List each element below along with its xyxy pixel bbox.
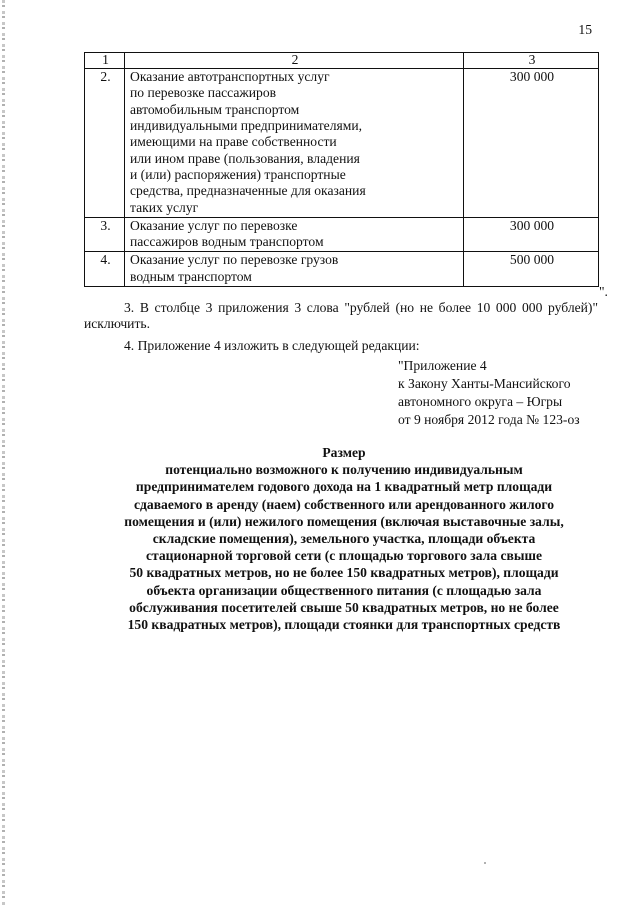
table-header-row [85, 53, 599, 69]
page-number: 15 [578, 22, 592, 37]
row-amount: 500 000 [464, 252, 599, 287]
row-number: 4. [85, 252, 125, 287]
table-header-cell: 2 [125, 53, 464, 69]
scan-edge-artifact [2, 0, 5, 905]
table-header-cell: 3 [464, 53, 599, 69]
row-description: Оказание автотранспортных услуг по перевозке пассажиров автомобильным транспортом индивидуальными предпринимателями, имеющими на праве собственности или ином праве (пользования, владения и (или) распоряжения) транспортные средства, предназначенные для оказания таких услуг [125, 69, 464, 218]
title-heading: Размер [322, 445, 366, 460]
tariff-table [84, 52, 599, 287]
table-closing-quote: ". [599, 284, 608, 299]
paragraph-4: 4. Приложение 4 изложить в следующей редакции: [124, 338, 420, 353]
appendix-reference: "Приложение 4 к Закону Ханты-Мансийского автономного округа – Югры от 9 ноября 2012 года № 123-оз [398, 358, 580, 427]
row-number: 2. [85, 69, 125, 218]
row-amount: 300 000 [464, 217, 599, 252]
table-row [85, 252, 599, 287]
row-amount: 300 000 [464, 69, 599, 218]
row-description: Оказание услуг по перевозке грузов водным транспортом [125, 252, 464, 287]
table-row [85, 217, 599, 252]
table-row [85, 69, 599, 218]
scan-speck [484, 862, 486, 864]
paragraph-3: 3. В столбце 3 приложения 3 слова "рублей (но не более 10 000 000 рублей)" исключить. [84, 300, 598, 331]
title-body: потенциально возможного к получению индивидуальным предпринимателем годового дохода на 1 квадратный метр площади сдаваемого в аренду (наем) собственного или арендованного жилого помещения и (или) нежилого помещения (включая выставочные залы, складские помещения), земельного участка, площади объекта стационарной торговой сети (с площадью торгового зала свыше 50 квадратных метров, но не более 150 квадратных метров), площади объекта организации общественного питания (с площадью зала обслуживания посетителей свыше 50 квадратных метров, но не более 150 квадратных метров), площади стоянки для транспортных средств [124, 462, 564, 633]
row-description: Оказание услуг по перевозке пассажиров водным транспортом [125, 217, 464, 252]
table-header-cell: 1 [85, 53, 125, 69]
appendix-title [94, 444, 594, 633]
row-number: 3. [85, 217, 125, 252]
